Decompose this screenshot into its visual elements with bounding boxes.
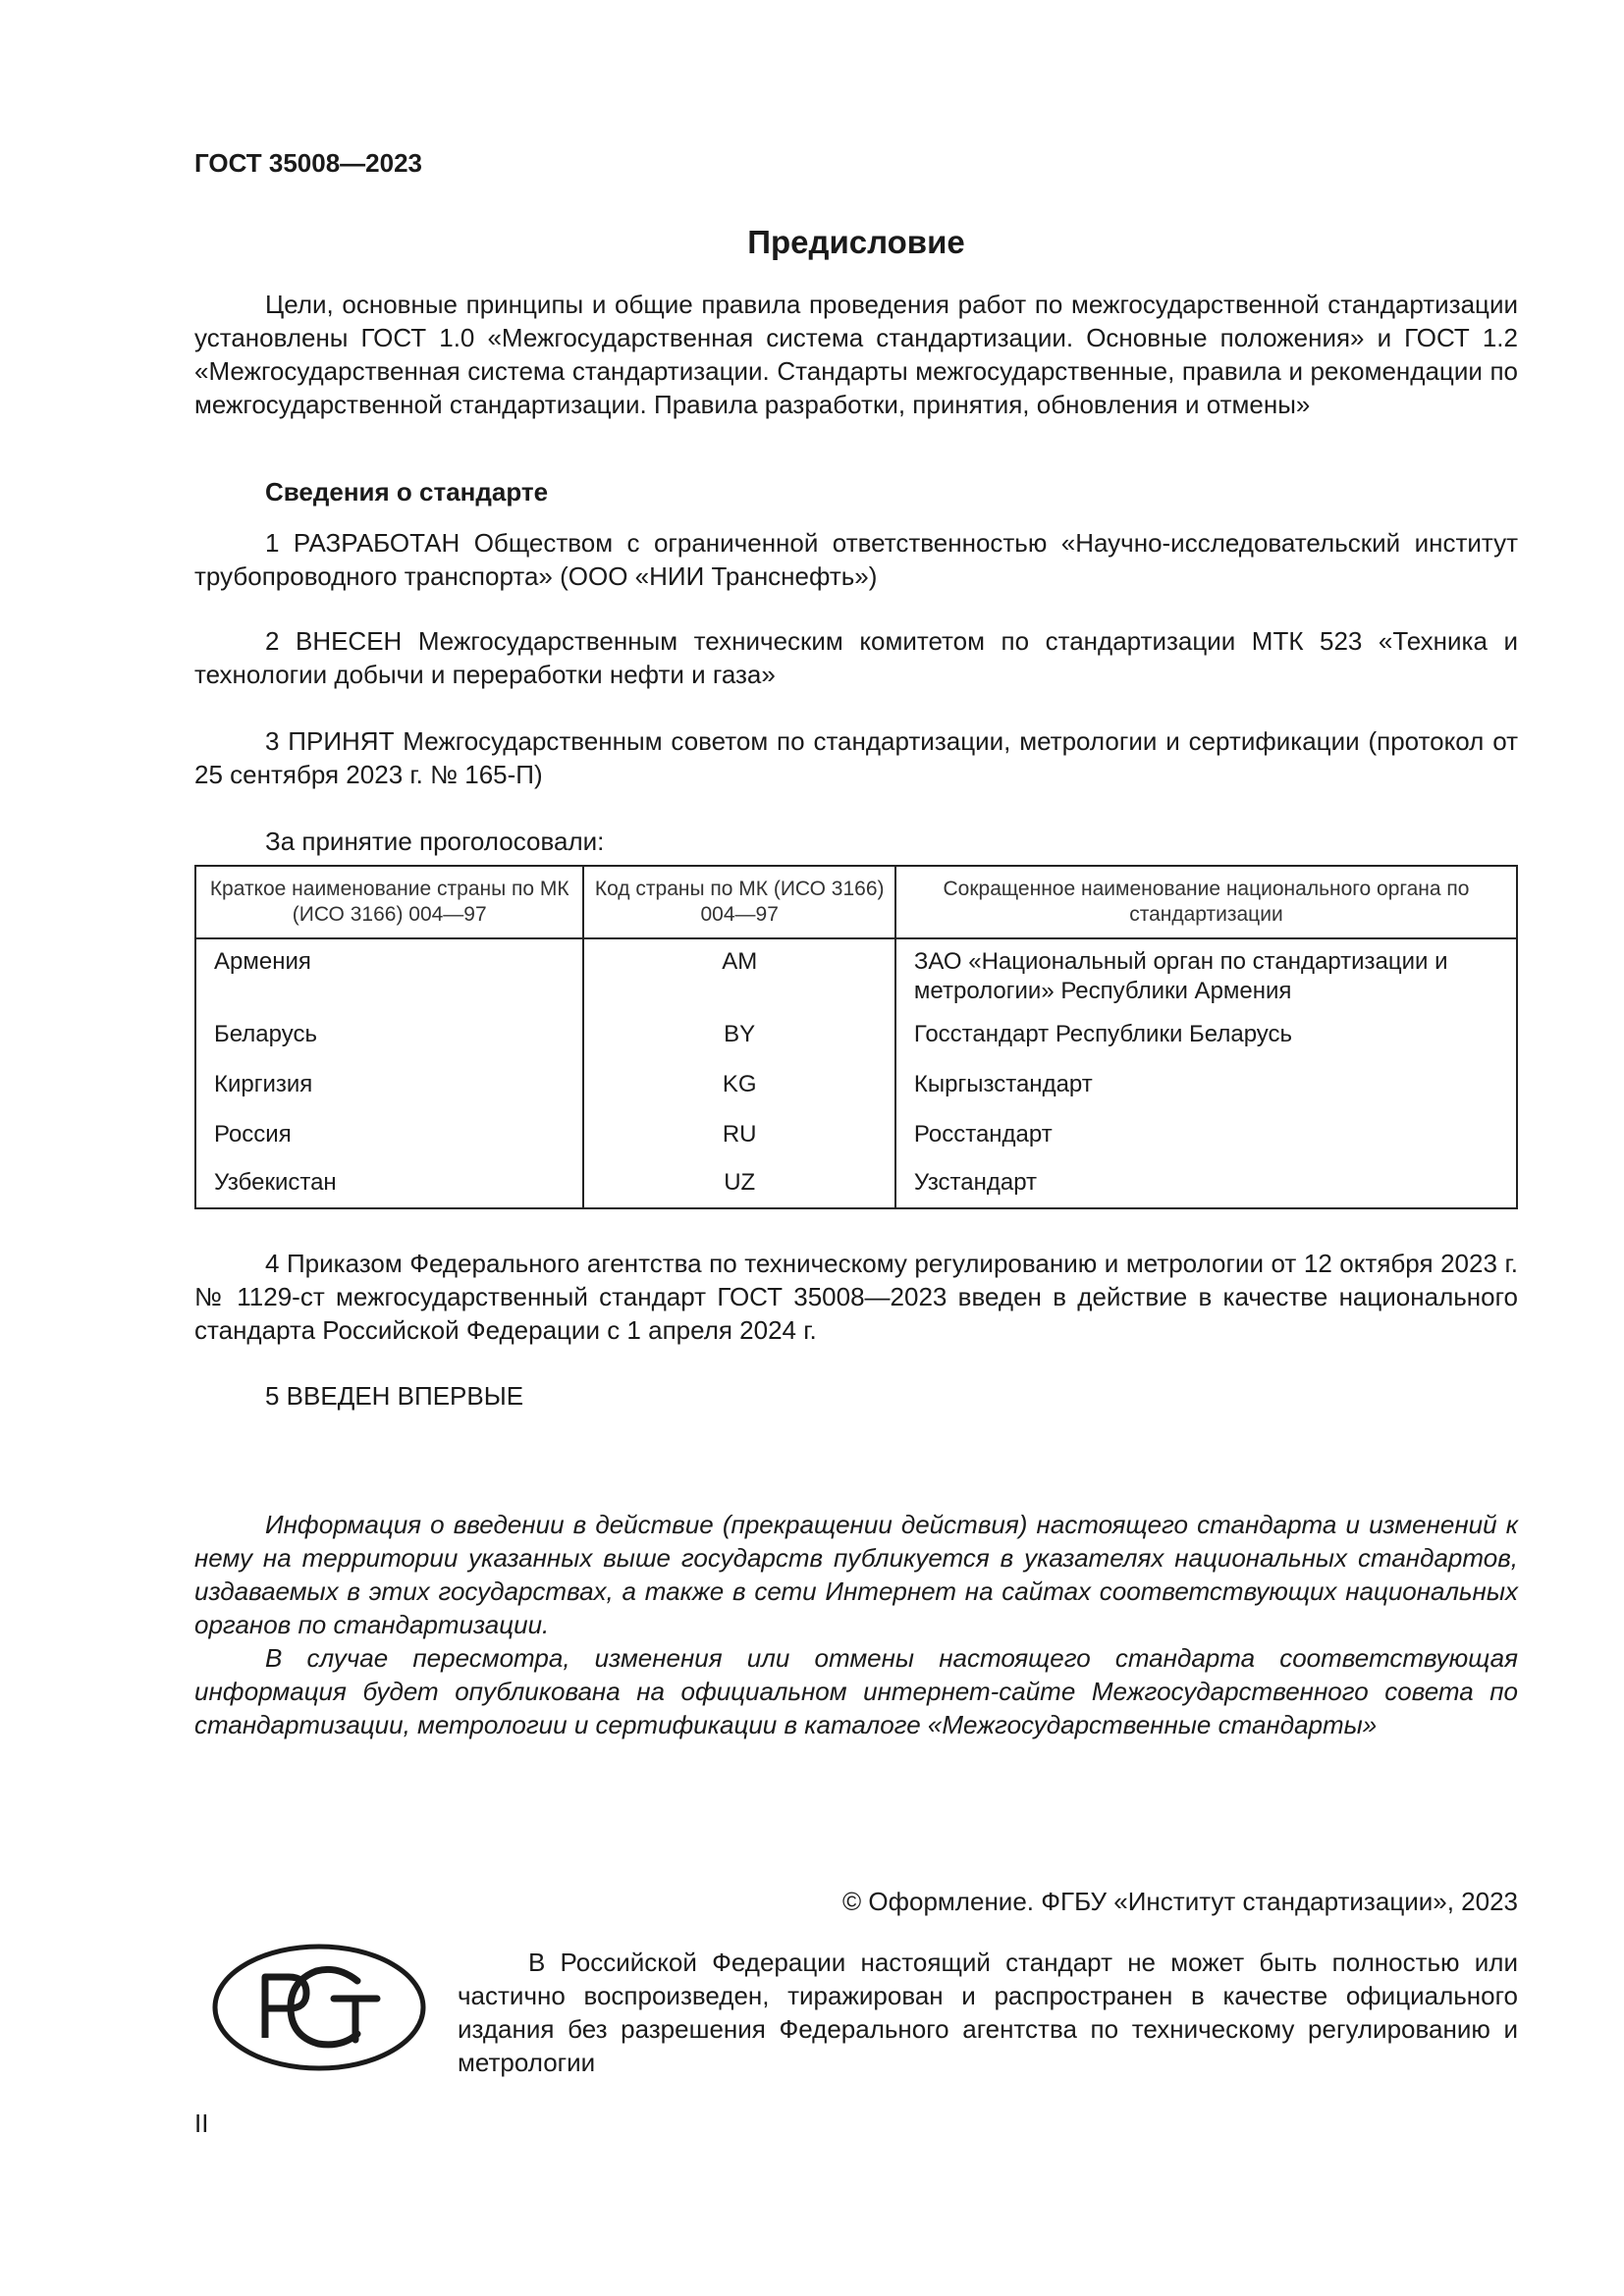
- cell-country: Киргизия: [214, 1071, 313, 1097]
- cell-body: Росстандарт: [895, 1118, 1517, 1168]
- document-code: ГОСТ 35008—2023: [194, 148, 422, 178]
- cell-body: Кыргызстандарт: [895, 1068, 1517, 1118]
- column-header-code: Код страны по МК (ИСО 3166) 004—97: [583, 866, 894, 938]
- cell-code: UZ: [583, 1168, 894, 1208]
- intro-paragraph: Цели, основные принципы и общие правила проведения работ по межгосударственной стандартизации установлены ГОСТ 1.0 «Межгосударственная система стандартизации. Основные положения» и ГОСТ 1.2 «Межгосударственная система стандартизации. Стандарты межгосударственные, правила и рекомендации по межгосударственной стандартизации. Правила разработки, принятия, обновления и отмены»: [194, 290, 1518, 419]
- rst-conformity-mark-icon: [210, 1942, 428, 2073]
- cell-code: BY: [583, 1018, 894, 1068]
- item-submitted: 2 ВНЕСЕН Межгосударственным техническим комитетом по стандартизации МТК 523 «Техника и технологии добычи и переработки нефти и газа»: [194, 626, 1518, 689]
- column-header-country: Краткое наименование страны по МК (ИСО 3166) 004—97: [195, 866, 583, 938]
- cell-country: Узбекистан: [214, 1169, 337, 1196]
- table-row: [195, 1018, 1517, 1068]
- item-first-introduced: 5 ВВЕДЕН ВПЕРВЫЕ: [265, 1381, 524, 1411]
- info-paragraph-publication: Информация о введении в действие (прекращении действия) настоящего стандарта и изменений к нему на территории указанных выше государств публикуется в указателях национальных стандартов, издаваемых в этих государствах, а также в сети Интернет на сайтах соответствующих национальных органов по стандартизации.: [194, 1510, 1518, 1639]
- voting-countries-table: [194, 865, 1518, 1209]
- voted-label: За принятие проголосовали:: [265, 827, 605, 856]
- cell-body: Узстандарт: [895, 1168, 1517, 1208]
- table-row: [195, 1168, 1517, 1208]
- copyright-line: © Оформление. ФГБУ «Институт стандартизации», 2023: [842, 1887, 1518, 1916]
- table-row: [195, 938, 1517, 1018]
- cell-body: ЗАО «Национальный орган по стандартизации и метрологии» Республики Армения: [895, 938, 1517, 1018]
- cell-country: Беларусь: [214, 1021, 317, 1047]
- table-row: [195, 1118, 1517, 1168]
- table-header-row: [195, 866, 1517, 938]
- item-developed: 1 РАЗРАБОТАН Обществом с ограниченной ответственностью «Научно-исследовательский институт трубопроводного транспорта» (ООО «НИИ Транснефть»): [194, 528, 1518, 591]
- cell-code: KG: [583, 1068, 894, 1118]
- section-heading: Сведения о стандарте: [265, 477, 549, 507]
- cell-country: Россия: [214, 1121, 292, 1148]
- rst-logo-graphic: [210, 1942, 428, 2073]
- table-row: [195, 1068, 1517, 1118]
- page-number: II: [194, 2109, 209, 2138]
- item-adopted: 3 ПРИНЯТ Межгосударственным советом по стандартизации, метрологии и сертификации (протокол от 25 сентября 2023 г. № 165-П): [194, 726, 1518, 789]
- reproduction-notice: В Российской Федерации настоящий стандарт не может быть полностью или частично воспроизведен, тиражирован и распространен в качестве официального издания без разрешения Федерального агентства по техническому регулированию и метрологии: [458, 1948, 1518, 2077]
- cell-code: RU: [583, 1118, 894, 1168]
- item-enacted: 4 Приказом Федерального агентства по техническому регулированию и метрологии от 12 октября 2023 г. № 1129-ст межгосударственный стандарт ГОСТ 35008—2023 введен в действие в качестве национального стандарта Российской Федерации с 1 апреля 2024 г.: [194, 1249, 1518, 1345]
- column-header-body: Сокращенное наименование национального органа по стандартизации: [895, 866, 1517, 938]
- cell-country: Армения: [214, 948, 311, 975]
- cell-body: Госстандарт Республики Беларусь: [895, 1018, 1517, 1068]
- cell-code: AM: [583, 938, 894, 1018]
- info-paragraph-revision: В случае пересмотра, изменения или отмены настоящего стандарта соответствующая информация будет опубликована на официальном интернет-сайте Межгосударственного совета по стандартизации, метрологии и сертификации в каталоге «Межгосударственные стандарты»: [194, 1643, 1518, 1739]
- page-title: Предисловие: [747, 224, 965, 260]
